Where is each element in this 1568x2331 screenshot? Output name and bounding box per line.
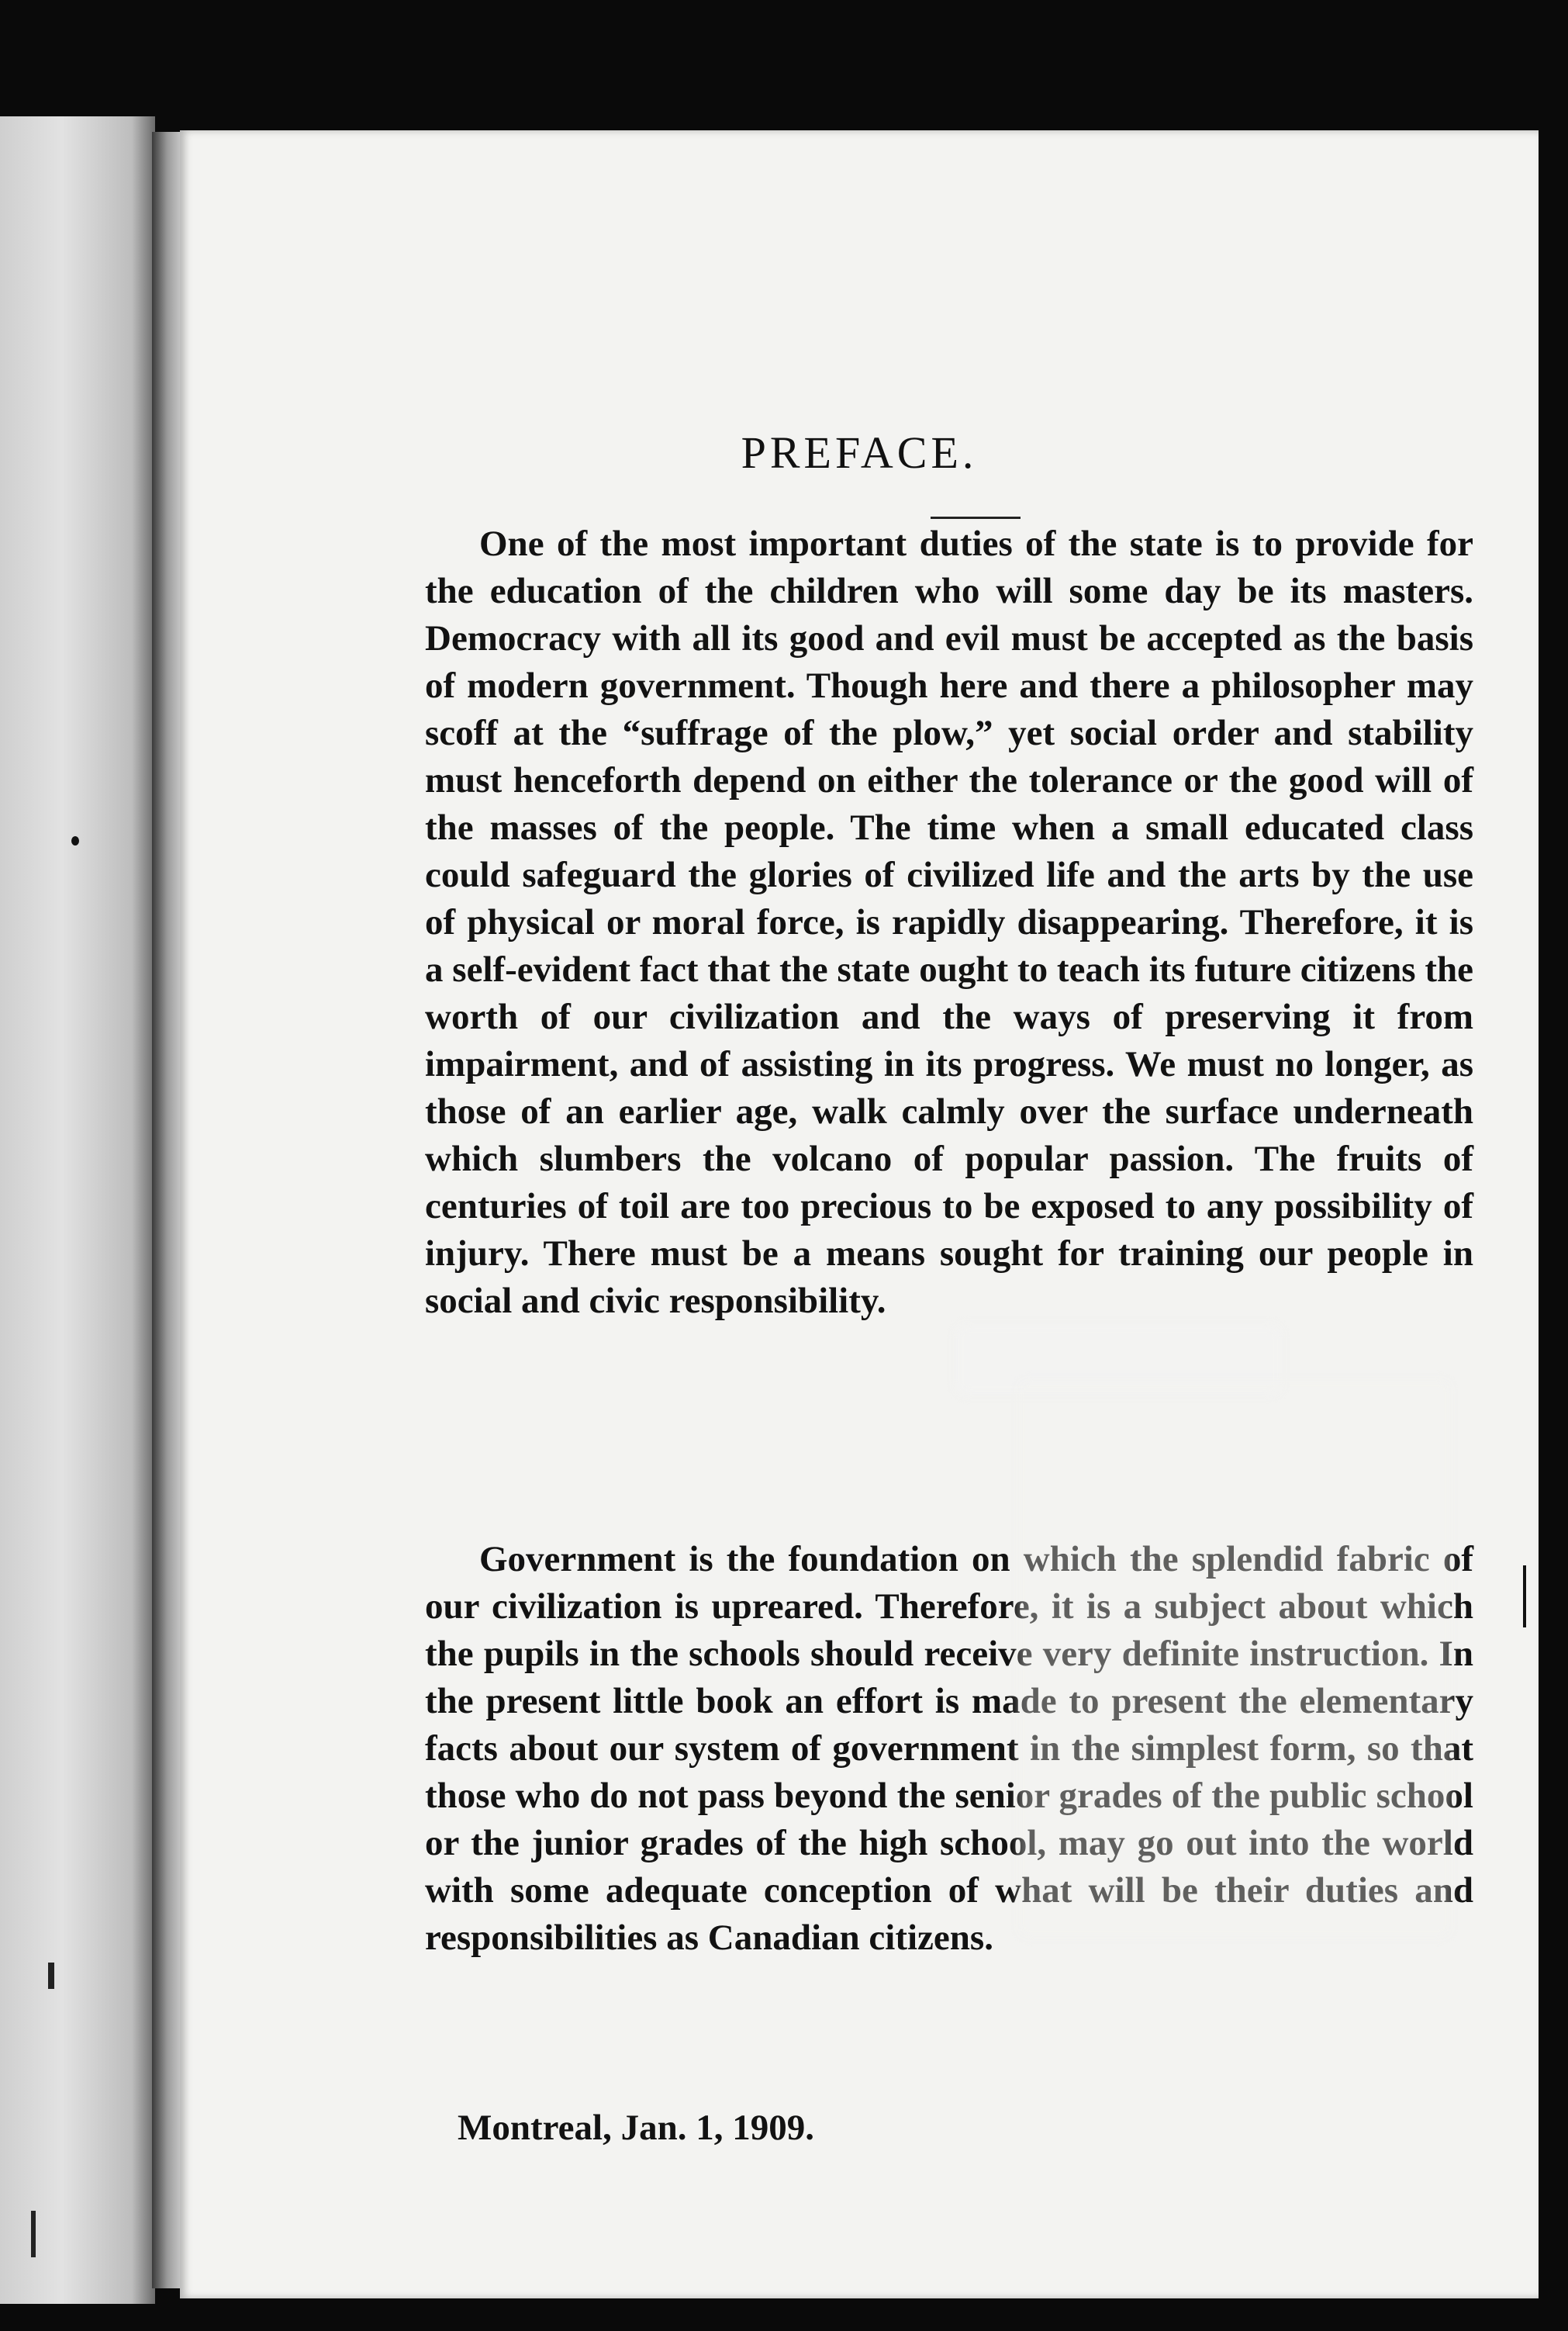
facing-page-edge <box>0 116 155 2304</box>
paragraph-1 <box>425 520 1473 1325</box>
paragraph-text: Government is the foundation on which the splendid fabric of our civilization is upreared. Therefore, it is a subject about which the pupils in the schools should receive very definite instruction. In the present little book an effort is made to present the elementary facts about our system of government in the simplest form, so that those who do not pass beyond the senior grades of the public school or the junior grades of the high school, may go out into the world with some adequate conception of what will be their duties and responsibilities as Canadian citizens. <box>425 1539 1473 1958</box>
signature-line: Montreal, Jan. 1, 1909. <box>458 2108 814 2148</box>
book-page <box>180 130 1539 2298</box>
scan-blur-region <box>1017 1379 1452 1938</box>
page-title: PREFACE. <box>741 427 978 478</box>
title-rule <box>931 517 1021 519</box>
paragraph-text: One of the most important duties of the state is to provide for the education of the children who will some day be its masters. Democracy with all its good and evil must be accepted as the basis of modern government. Though here and there a philosopher may scoff at the “suffrage of the plow,” yet social order and stability must henceforth depend on either the tolerance or the good will of the masses of the people. The time when a small educated class could safeguard the glories of civilized life and the arts by the use of physical or moral force, is rapidly disappearing. Therefore, it is a self-evident fact that the state ought to teach its future citizens the worth of our civilization and the ways of preserving it from impairment, and of assisting in its progress. We must no longer, as those of an earlier age, walk calmly over the surface underneath which slumbers the volcano of popular passion. The fruits of centuries of toil are too precious to be exposed to any possibility of injury. There must be a means sought for training our people in social and civic responsibility. <box>425 524 1473 1321</box>
